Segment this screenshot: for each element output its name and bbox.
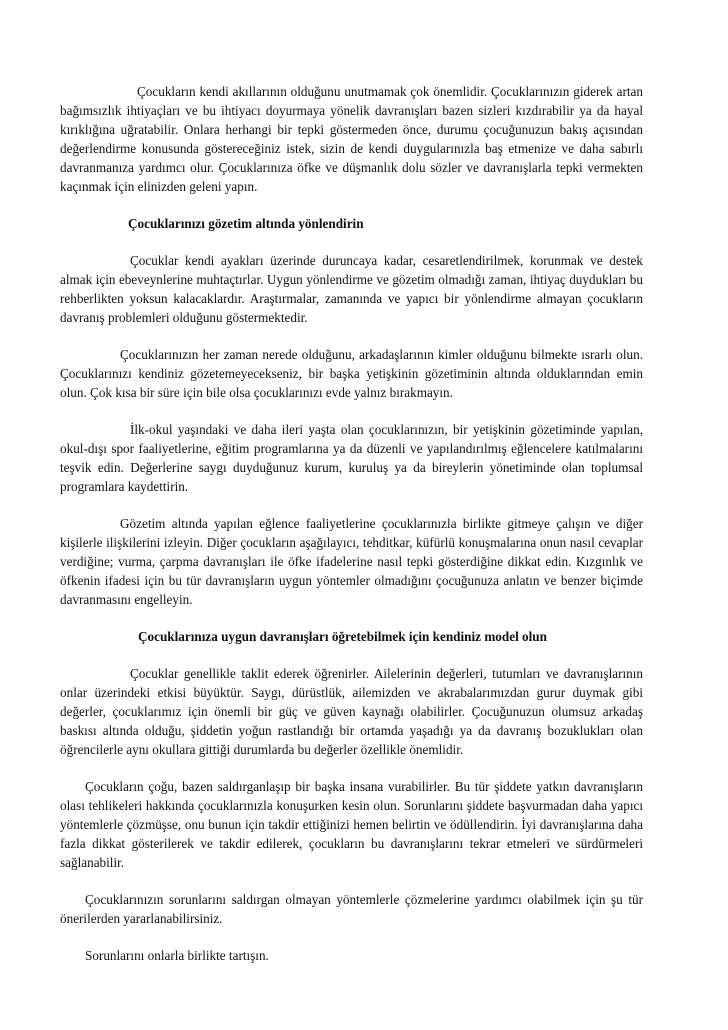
paragraph-aggression: Çocukların çoğu, bazen saldırganlaşıp bir başka insana vurabilirler. Bu tür şiddete yatkın davranışların olası tehlikeleri hakkında çocuklarınızla konuşurken kesin olun. Sorunlarını şiddete başvurmadan daha yapıcı yöntemlerle çözmüşse, onu bunun için takdir ettiğinizi hemen belirtin ve ödüllendirin. İyi davranışlarına daha fazla dikkat gösterilerek ve takdir edilerek, çocukların bu davranışlarını tekrar etmeleri ve sürdürmeleri sağlanabilir.: [60, 779, 643, 870]
paragraph-observe: Gözetim altında yapılan eğlence faaliyetlerine çocuklarınızla birlikte gitmeye çalışın ve diğer kişilerle ilişkilerini izleyin. Diğer çocukların aşağılayıcı, tehditkar, küfürlü konuşmalarına onun nasıl cevaplar verdiğine; vurma, çarpma davranışları ile öfke ifadelerine nasıl tepki gösterdiğine dikkat edin. Kızgınlık ve öfkenin ifadesi için bu tür davranışların uygun yöntemler olmadığını çocuğunuza anlatın ve benzer biçimde davranmasını engelleyin.: [60, 516, 643, 607]
paragraph-activities: İlk-okul yaşındaki ve daha ileri yaşta olan çocuklarınızın, bir yetişkinin gözetiminde yapılan, okul-dışı spor faaliyetlerine, eğitim programlarına ya da düzenli ve yapılandırılmış eğlencelere katılmalarını teşvik edin. Değerlerine saygı duyduğunuz kurum, kuruluş ya da bireylerin yönetiminde olan toplumsal programlara kaydettirin.: [60, 422, 643, 494]
document-page: [60, 82, 643, 983]
paragraph-discuss: Sorunlarını onlarla birlikte tartışın.: [85, 948, 269, 963]
heading-role-model: Çocuklarınıza uygun davranışları öğretebilmek için kendiniz model olun: [138, 629, 547, 644]
paragraph-autonomy: Çocukların kendi akıllarının olduğunu unutmamak çok önemlidir. Çocuklarınızın giderek artan bağımsızlık ihtiyaçları ve bu ihtiyacı doyurmaya yönelik davranışları bazen sizleri kızdırabilir ya da hayal kırıklığına uğratabilir. Onlara herhangi bir tepki göstermeden önce, durumu çocuğunuzun bakış açısından değerlendirme konusunda göstereceğiniz istek, sizin de kendi duygularınızla baş etmenize ve daha sabırlı davranmanıza yardımcı olur. Çocuklarınıza öfke ve düşmanlık dolu sözler ve davranışlarla tepki vermekten kaçınmak için elinizden geleni yapın.: [60, 84, 643, 194]
paragraph-guidance: Çocuklar kendi ayakları üzerinde duruncaya kadar, cesaretlendirilmek, korunmak ve destek almak için ebeveynlerine muhtaçtırlar. Uygun yönlendirme ve gözetim olmadığı zaman, ihtiyaç duydukları bu rehberlikten yoksun kalacaklardır. Araştırmalar, zamanında ve yapıcı bir yönlendirme almayan çocukların davranış problemleri olduğunu göstermektedir.: [60, 253, 643, 325]
paragraph-imitation: Çocuklar genellikle taklit ederek öğrenirler. Ailelerinin değerleri, tutumları ve davranışlarının onlar üzerindeki etkisi büyüktür. Saygı, dürüstlük, ailemizden ve akrabalarımızdan gurur duymak gibi değerler, çocuklarımız için önemli bir güç ve güven kaynağı olabilirler. Çocuğunuzun olumsuz arkadaş baskısı altında olduğu, şiddetin yoğun rastlandığı bir ortamda yaşadığı ya da davranış bozuklukları olan öğrencilerle aynı okullara gittiği durumlarda bu değerler özellikle önemlidir.: [60, 666, 643, 757]
heading-supervision: Çocuklarınızı gözetim altında yönlendirin: [128, 216, 364, 231]
paragraph-suggestions-intro: Çocuklarınızın sorunlarını saldırgan olmayan yöntemlerle çözmelerine yardımcı olabilmek için şu tür önerilerden yararlanabilirsiniz.: [60, 892, 643, 926]
paragraph-whereabouts: Çocuklarınızın her zaman nerede olduğunu, arkadaşlarının kimler olduğunu bilmekte ısrarlı olun. Çocuklarınızı kendiniz gözetemeyecekseniz, bir başka yetişkinin gözetiminin altında olduklarından emin olun. Çok kısa bir süre için bile olsa çocuklarınızı evde yalnız bırakmayın.: [60, 347, 643, 400]
